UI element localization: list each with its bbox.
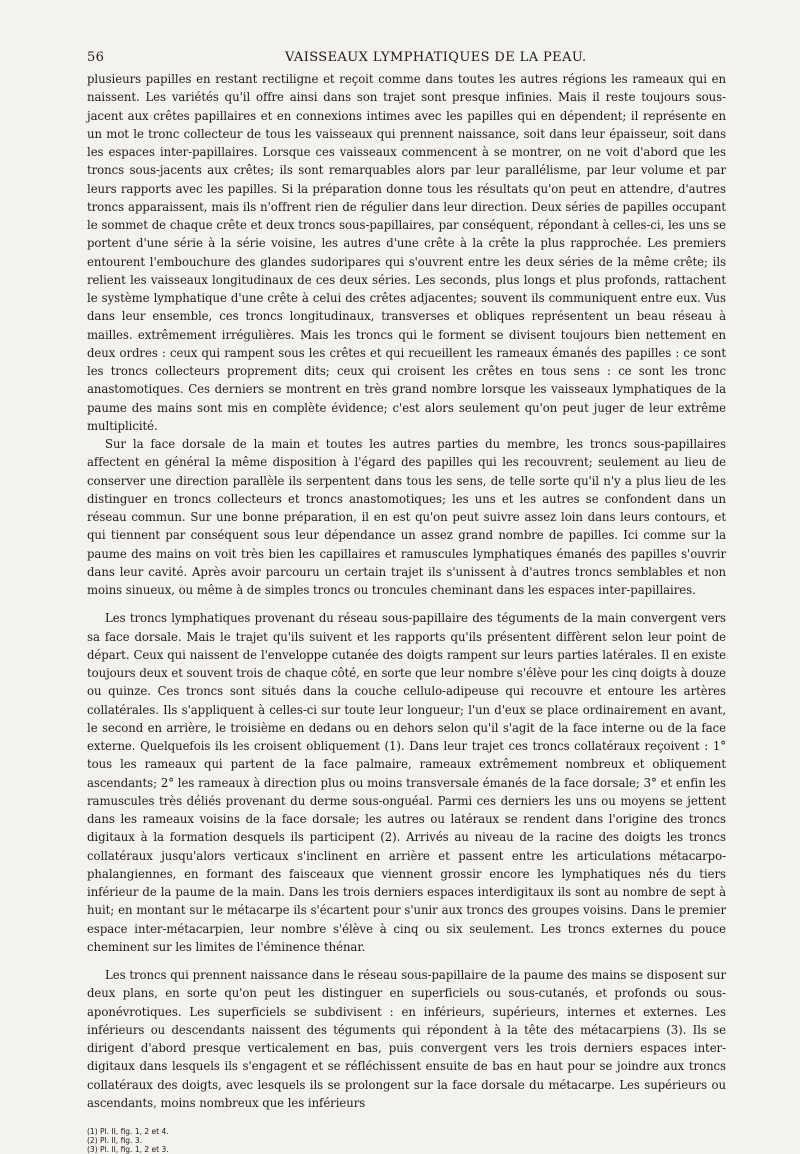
paragraph: Sur la face dorsale de la main et toutes les autres parties du membre, les troncs sous-papillaires affectent en général la même disposition à l'égard des papilles qui les recouvrent; seulement au lieu de conserver une direction parallèle ils serpentent dans tous les sens, de telle sorte qu'il n'y a plus lieu de les distinguer en troncs collecteurs et troncs anastomotiques; les uns et les autres se confondent dans un réseau commun. Sur une bonne préparation, il en est qu'on peut suivre assez loin dans leurs contours, et qui tiennent par conséquent sous leur dépendance un assez grand nombre de papilles. Ici comme sur la paume des mains on voit très bien les capillaires et ramuscules lymphatiques émanés des papilles s'ouvrir dans leur cavité. Après avoir parcouru un certain trajet ils s'unissent à d'autres troncs semblables et non moins sinueux, ou même à de simples troncs ou troncules cheminant dans les espaces inter-papillaires.	[87, 437, 726, 597]
paragraph: Les troncs lymphatiques provenant du réseau sous-papillaire des téguments de la main convergent vers sa face dorsale. Mais le trajet qu'ils suivent et les rapports qu'ils présentent diffèrent selon leur point de départ. Ceux qui naissent de l'enveloppe cutanée des doigts rampent sur leurs parties latérales. Il en existe toujours deux et souvent trois de chaque côté, en sorte que leur nombre s'élève pour les cinq doigts à douze ou quinze. Ces troncs sont situés dans la couche cellulo-adipeuse qui recouvre et entoure les artères collatérales. Ils s'appliquent à celles-ci sur toute leur longueur; l'un d'eux se place ordinairement en avant, le second en arrière, le troisième en dedans ou en dehors selon qu'il s'agit de la face interne ou de la face externe. Quelquefois ils les croisent obliquement (1). Dans leur trajet ces troncs collatéraux reçoivent : 1° tous les rameaux qui partent de la face palmaire, rameaux extrêmement nombreux et obliquement ascendants; 2° les rameaux à direction plus ou moins transversale émanés de la face dorsale; 3° et enfin les ramuscules très déliés provenant du derme sous-onguéal. Parmi ces derniers les uns ou moyens se jettent dans les rameaux voisins de la face dorsale; les autres ou latéraux se rendent dans l'origine des troncs digitaux à la formation desquels ils participent (2). Arrivés au niveau de la racine des doigts les troncs collatéraux jusqu'alors verticaux s'inclinent en arrière et passent entre les articulations métacarpo-phalangiennes, en formant des faisceaux que viennent grossir encore les lymphatiques nés du tiers inférieur de la paume de la main. Dans les trois derniers espaces interdigitaux ils sont au nombre de sept à huit; en montant sur le métacarpe ils s'écartent pour s'unir aux troncs des groupes voisins. Dans le premier espace inter-métacarpien, leur nombre s'élève à cinq ou six seulement. Les troncs externes du pouce cheminent sur les limites de l'éminence thénar.	[87, 611, 726, 954]
running-title: VAISSEAUX LYMPHATIQUES DE LA PEAU.	[285, 50, 587, 65]
page-number: 56	[87, 50, 105, 65]
footnote: (1) Pl. II, fig. 1, 2 et 4.	[87, 1127, 169, 1136]
footnotes	[87, 1128, 726, 1154]
body-text	[87, 70, 726, 1112]
footnote: (2) Pl. II, fig. 3.	[87, 1135, 142, 1145]
paragraph: plusieurs papilles en restant rectiligne et reçoit comme dans toutes les autres régions les rameaux qui en naissent. Les variétés qu'il offre ainsi dans son trajet sont presque infinies. Mais il reste toujours sous-jacent aux crêtes papillaires et en connexions intimes avec les papilles qui en dépendent; il représente en un mot le tronc collecteur de tous les vaisseaux qui prennent naissance, soit dans leur épaisseur, soit dans les espaces inter-papillaires. Lorsque ces vaisseaux commencent à se montrer, on ne voit d'abord que les troncs sous-jacents aux crêtes; ils sont remarquables alors par leur parallélisme, par leur volume et par leurs rapports avec les papilles. Si la préparation donne tous les résultats qu'on peut en attendre, d'autres troncs apparaissent, mais ils n'offrent rien de régulier dans leur direction. Deux séries de papilles occupant le sommet de chaque crête et deux troncs sous-papillaires, par conséquent, répondant à celles-ci, les uns se portent d'une série à la série voisine, les autres d'une crête à la crête la plus rapprochée. Les premiers entourent l'embouchure des glandes sudoripares qui s'ouvrent entre les deux séries de la même crête; ils relient les vaisseaux longitudinaux de ces deux séries. Les seconds, plus longs et plus profonds, rattachent le système lymphatique d'une crête à celui des crêtes adjacentes; souvent ils communiquent entre eux. Vus dans leur ensemble, ces troncs longitudinaux, transverses et obliques représentent un beau réseau à mailles. extrêmement irrégulières. Mais les troncs qui le forment se divisent toujours bien nettement en deux ordres : ceux qui rampent sous les crêtes et qui recueillent les rameaux émanés des papilles : ce sont les troncs collecteurs proprement dits; ceux qui croisent les crêtes en tous sens : ce sont les tronc anastomotiques. Ces derniers se montrent en très grand nombre lorsque les vaisseaux lymphatiques de la paume des mains sont mis en complète évidence; c'est alors seulement qu'on peut juger de leur extrême multiplicité.	[87, 72, 726, 433]
footnote: (3) Pl. II, fig. 1, 2 et 3.	[87, 1144, 169, 1154]
page-header	[87, 50, 726, 70]
paragraph: Les troncs qui prennent naissance dans le réseau sous-papillaire de la paume des mains se disposent sur deux plans, en sorte qu'on peut les distinguer en superficiels ou sous-cutanés, et profonds ou sous-aponévrotiques. Les superficiels se subdivisent : en inférieurs, supérieurs, internes et externes. Les inférieurs ou descendants naissent des téguments qui répondent à la tête des métacarpiens (3). Ils se dirigent d'abord presque verticalement en bas, puis convergent vers les trois derniers espaces inter-digitaux dans lesquels ils s'engagent et se réfléchissent ensuite de bas en haut pour se joindre aux troncs collatéraux des doigts, avec lesquels ils se prolongent sur la face dorsale du métacarpe. Les supérieurs ou ascendants, moins nombreux que les inférieurs	[87, 968, 726, 1110]
